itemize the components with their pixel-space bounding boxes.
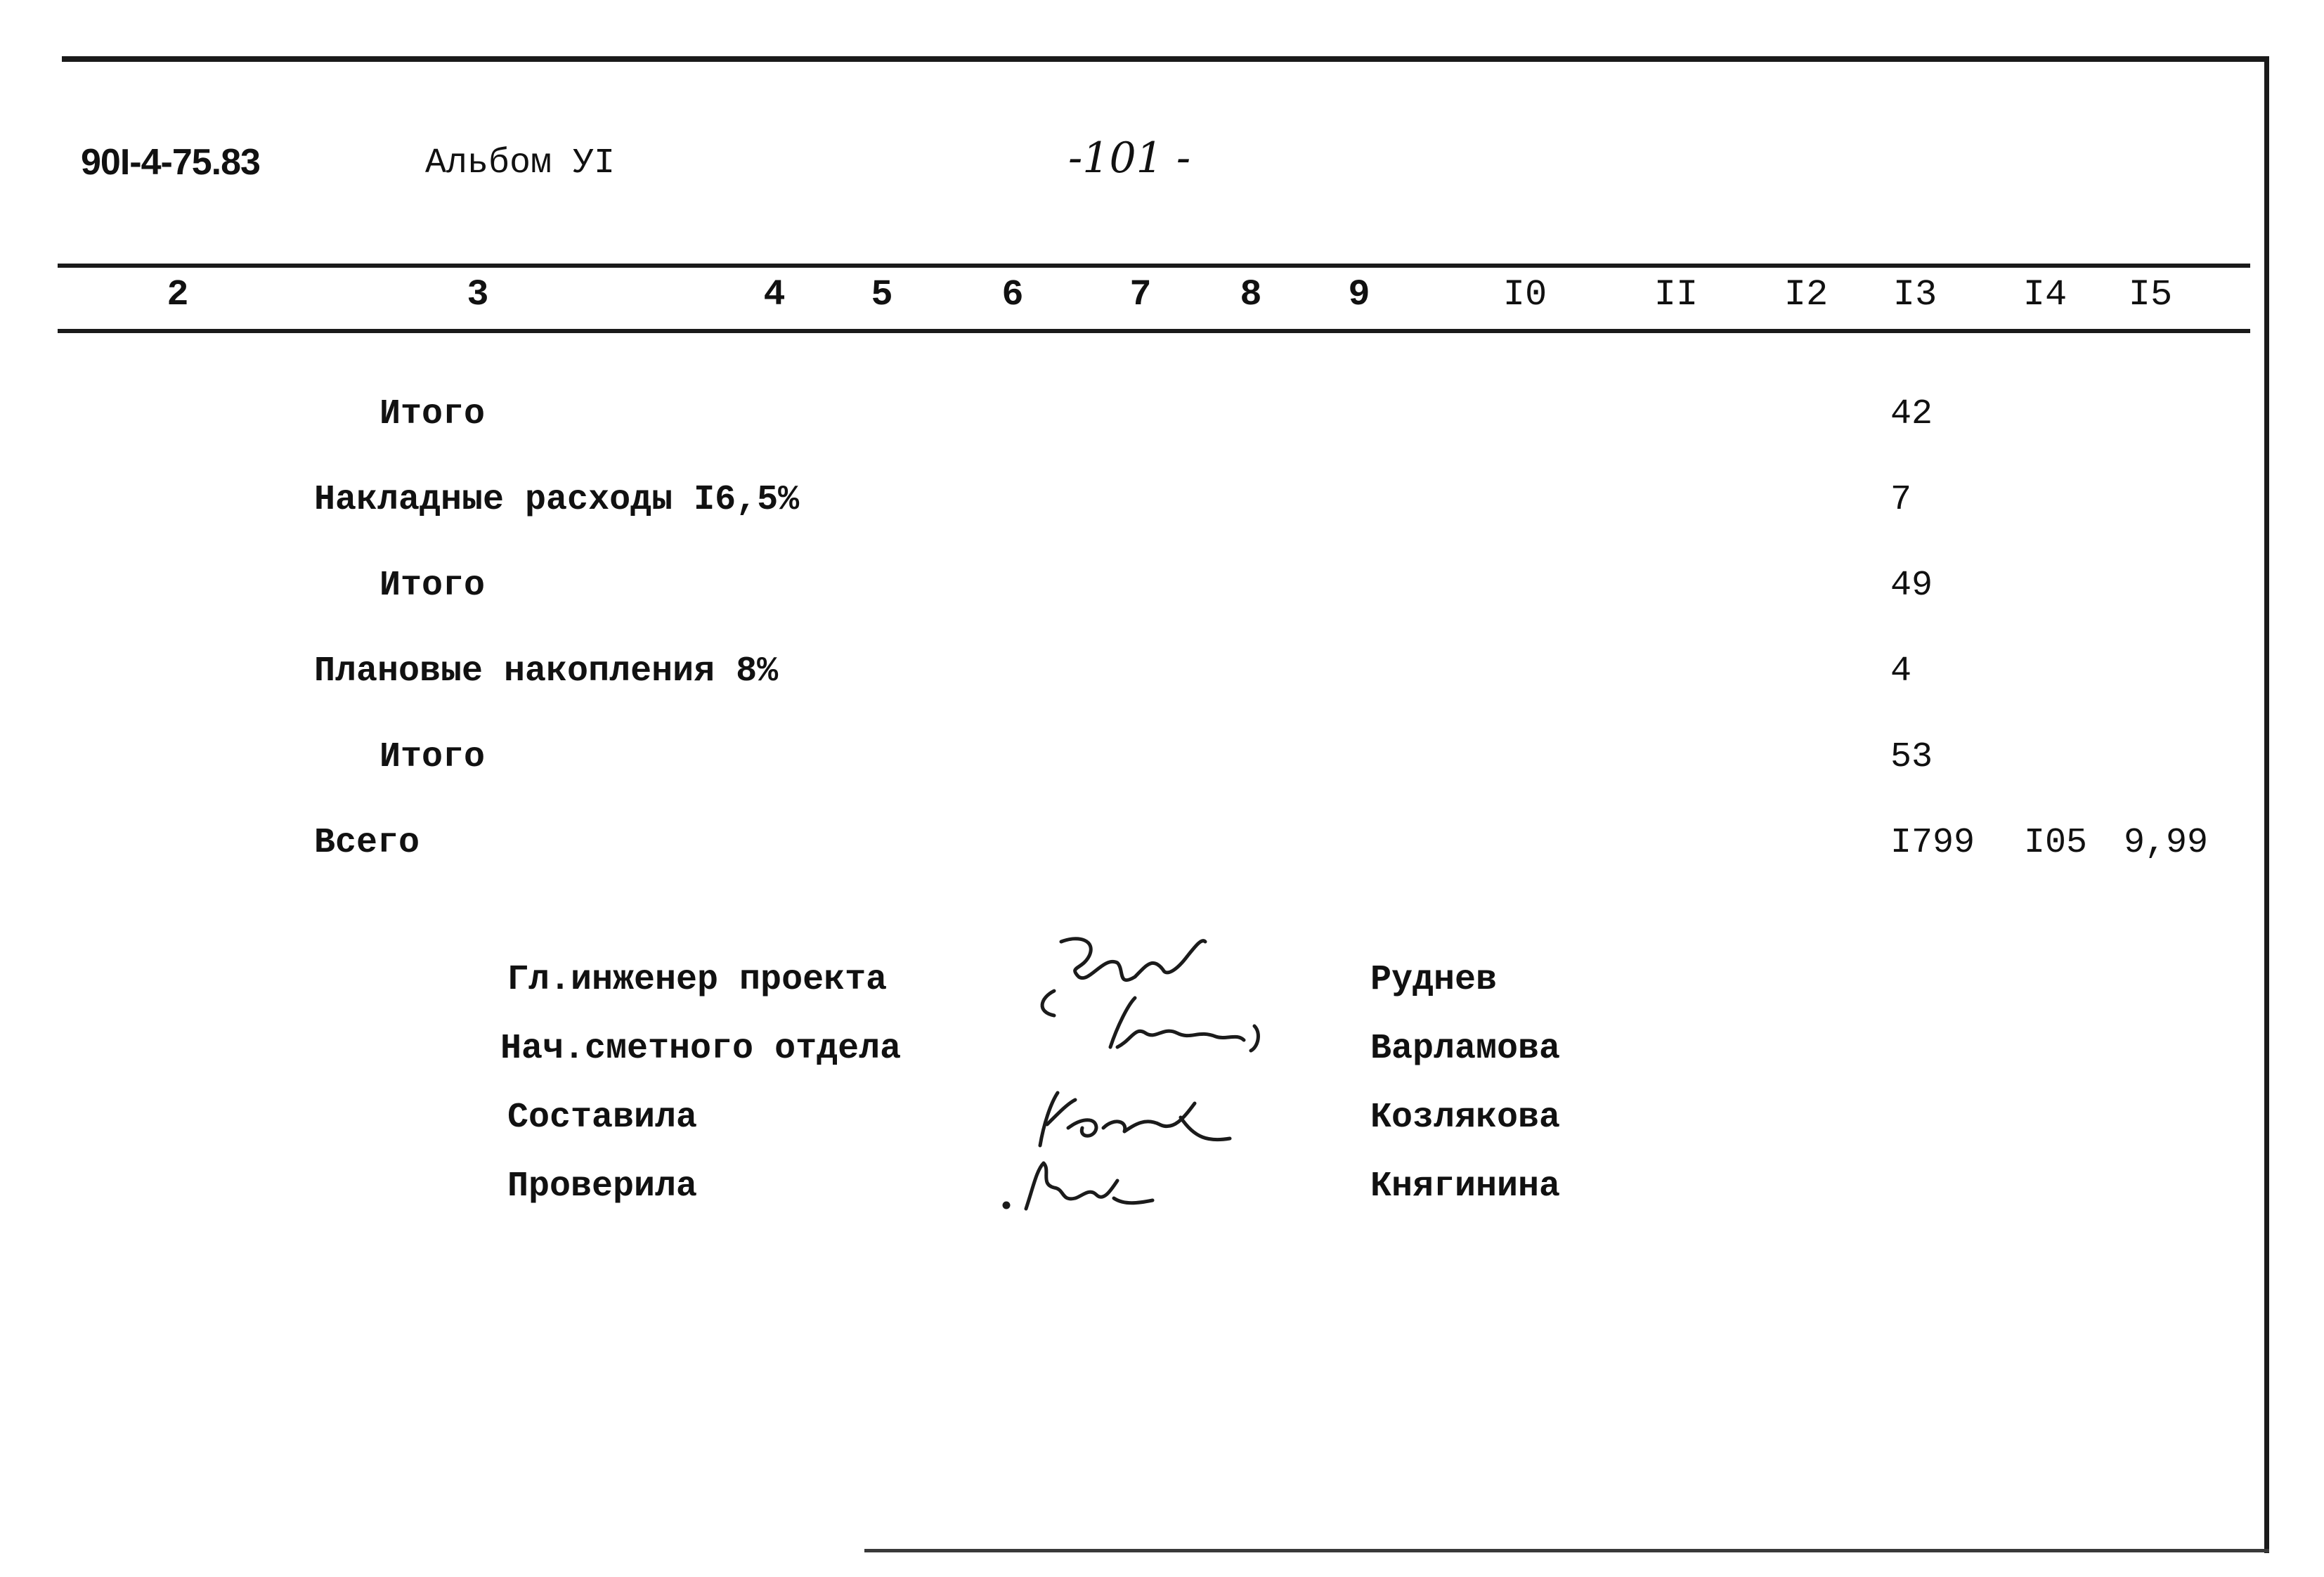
row-label: Итого	[379, 566, 486, 606]
column-header: I0	[1502, 274, 1547, 316]
column-header: I2	[1784, 274, 1829, 316]
row-value-col13: I799	[1890, 823, 1975, 863]
row-value-col14: I05	[2024, 823, 2088, 863]
frame-bottom-border	[864, 1549, 2269, 1552]
row-label: Итого	[379, 737, 486, 777]
column-header: 2	[167, 274, 189, 316]
row-label: Всего	[314, 823, 420, 863]
column-header: I4	[2023, 274, 2067, 316]
signature-mark-2	[1110, 998, 1258, 1051]
signature-name: Козлякова	[1370, 1098, 1561, 1138]
page-number: -101 -	[1068, 134, 1191, 183]
column-header: I5	[2128, 274, 2173, 316]
signature-mark-4	[1026, 1163, 1153, 1209]
column-header: 7	[1129, 274, 1152, 316]
column-header: 9	[1348, 274, 1370, 316]
document-code: 90I-4-75.83	[81, 142, 260, 183]
column-header: I3	[1893, 274, 1937, 316]
signature-role: Проверила	[507, 1167, 698, 1207]
signature-role: Гл.инженер проекта	[507, 960, 888, 1000]
signature-name: Варламова	[1370, 1029, 1561, 1069]
signature-name: Руднев	[1370, 960, 1498, 1000]
signature-name: Княгинина	[1370, 1167, 1561, 1207]
column-header: 3	[467, 274, 489, 316]
handwritten-signatures	[1012, 928, 1307, 1223]
signature-mark-1-tail	[1042, 991, 1054, 1015]
column-header: 5	[871, 274, 893, 316]
signature-role: Составила	[507, 1098, 698, 1138]
column-header: II	[1654, 274, 1699, 316]
row-value-col13: 42	[1890, 394, 1933, 434]
frame-right-border	[2264, 56, 2269, 1553]
column-header: 6	[1001, 274, 1024, 316]
row-value-col15: 9,99	[2124, 823, 2209, 863]
row-value-col13: 4	[1890, 651, 1912, 692]
table-header-bottom-rule	[58, 329, 2250, 333]
signature-mark-1	[1061, 939, 1205, 980]
table-header-top-rule	[58, 264, 2250, 268]
row-label: Накладные расходы I6,5%	[314, 480, 800, 520]
row-label: Плановые накопления 8%	[314, 651, 779, 692]
row-label: Итого	[379, 394, 486, 434]
column-header: 8	[1240, 274, 1262, 316]
signature-role: Нач.сметного отдела	[500, 1029, 902, 1069]
row-value-col13: 53	[1890, 737, 1933, 777]
column-header: 4	[763, 274, 786, 316]
row-value-col13: 7	[1890, 480, 1912, 520]
album-label: Альбом УI	[425, 143, 616, 183]
signature-mark-3	[1040, 1093, 1230, 1146]
frame-top-border	[62, 56, 2268, 62]
row-value-col13: 49	[1890, 566, 1933, 606]
